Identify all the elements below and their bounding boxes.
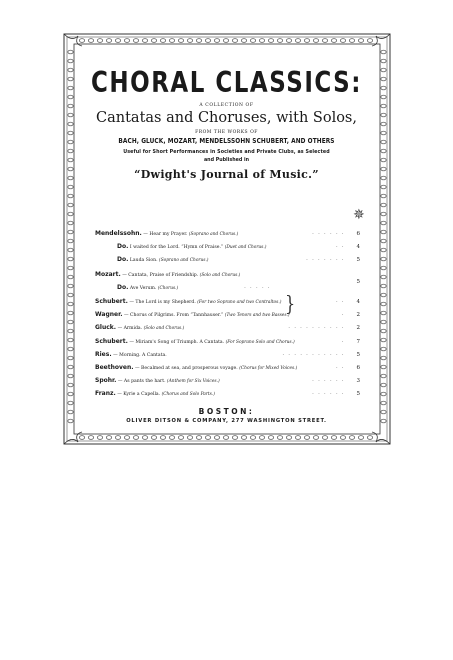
page-number: 2	[356, 325, 360, 331]
voicing: (Duet and Chorus.)	[224, 245, 267, 250]
voicing: (Soprano and Chorus.)	[159, 258, 209, 263]
work-title: — Morning. A Cantata.	[113, 353, 167, 358]
from-works-label: FROM THE WORKS OF	[195, 130, 258, 135]
list-item	[95, 297, 360, 307]
work-title: Lauda Sion.	[129, 258, 158, 263]
leader-dots: .	[342, 339, 348, 344]
voicing: (For Soprano Solo and Chorus.)	[225, 340, 295, 345]
composer-name: Ries.	[95, 351, 112, 358]
voicing: (For two Soprano and two Contraltos.)	[197, 300, 282, 305]
composer-name: Franz.	[95, 390, 116, 397]
list-item	[95, 242, 360, 252]
voicing: (Anthem for Six Voices.)	[167, 379, 220, 384]
voicing: (Two Tenors and two Basses.)	[224, 313, 290, 318]
list-item	[95, 270, 360, 280]
leader-dots: .......	[306, 257, 348, 262]
page-number: 7	[356, 339, 360, 345]
composer-name: Do.	[117, 256, 129, 263]
page-number: 6	[356, 231, 360, 237]
page-number: 6	[356, 365, 360, 371]
composer-name: Do.	[117, 243, 129, 250]
leader-dots: ...........	[282, 352, 348, 357]
leader-dots: ..	[336, 299, 348, 304]
leader-dots: .....	[244, 285, 274, 290]
journal-name: “Dwight's Journal of Music.”	[134, 168, 319, 181]
composer-name: Schubert.	[95, 298, 128, 305]
work-title: — The Lord is my Shepherd.	[129, 300, 196, 305]
composer-name: Wagner.	[95, 311, 123, 318]
work-title: — As pants the hart.	[117, 379, 166, 384]
voicing: (Chorus and Solo Parts.)	[161, 392, 215, 397]
list-item	[95, 363, 360, 373]
list-item	[95, 337, 360, 347]
work-title: — Chorus of Pilgrims. From “Tannhauser.”	[123, 313, 224, 318]
work-title: — Armida.	[117, 326, 143, 331]
collection-label: A COLLECTION OF	[199, 103, 254, 108]
list-item	[95, 323, 360, 333]
composer-name: Schubert.	[95, 338, 128, 345]
voicing: (Chorus for Mixed Voices.)	[239, 366, 298, 371]
brace-bracket: }	[285, 291, 296, 316]
leader-dots: ......	[312, 378, 348, 383]
list-item	[95, 255, 360, 265]
page-number: 5	[356, 279, 360, 285]
list-item	[95, 350, 360, 360]
page-number: 4	[356, 299, 360, 305]
voicing: (Chorus.)	[157, 286, 179, 291]
composers-list: BACH, GLUCK, MOZART, MENDELSSOHN SCHUBERT, AND OTHERS	[118, 137, 335, 145]
work-title: — Miriam's Song of Triumph. A Cantata.	[129, 340, 225, 345]
work-title: Ave Verum.	[129, 286, 157, 291]
composer-name: Mendelssohn.	[95, 230, 142, 237]
usage-note-line1: Useful for Short Performances in Societies and Private Clubs, as Selected	[123, 150, 330, 155]
page-number: 2	[356, 312, 360, 318]
work-title: — Hear my Prayer.	[143, 232, 188, 237]
page-number: 5	[356, 257, 360, 263]
leader-dots: ..	[336, 365, 348, 370]
composer-name: Spohr.	[95, 377, 117, 384]
leader-dots: ..........	[288, 325, 348, 330]
list-item	[95, 389, 360, 399]
usage-note-line2: and Published in	[203, 158, 250, 163]
page-number: 5	[356, 391, 360, 397]
list-item	[95, 376, 360, 386]
publisher-name: OLIVER DITSON & COMPANY, 277 WASHINGTON STREET.	[126, 418, 327, 424]
composer-name: Do.	[117, 284, 129, 291]
leader-dots: ..	[336, 244, 348, 249]
leader-dots: ......	[312, 391, 348, 396]
voicing: (Solo and Chorus.)	[143, 326, 185, 331]
composer-name: Mozart.	[95, 271, 121, 278]
work-title: I waited for the Lord. “Hymn of Praise.”	[129, 245, 224, 250]
list-item	[95, 229, 360, 239]
leader-dots: ......	[312, 231, 348, 236]
list-item	[95, 310, 360, 320]
collection-subtitle: Cantatas and Choruses, with Solos,	[96, 110, 357, 126]
page-number: 5	[356, 352, 360, 358]
leader-dots: .	[342, 312, 348, 317]
composer-name: Beethoven.	[95, 364, 134, 371]
voicing: (Solo and Chorus.)	[199, 273, 241, 278]
list-item	[95, 279, 360, 293]
page-number: 3	[356, 378, 360, 384]
work-title: — Kyrie a Capella.	[117, 392, 161, 397]
page-number: 4	[356, 244, 360, 250]
star-ornament-icon: ✵	[353, 207, 365, 223]
composer-name: Gluck.	[95, 324, 117, 331]
work-title: — Cantata, Praise of Friendship.	[122, 273, 199, 278]
work-title: — Becalmed at sea, and prosperous voyage.	[134, 366, 238, 371]
voicing: (Soprano and Chorus.)	[188, 232, 239, 237]
page-title: CHORAL CLASSICS:	[91, 66, 362, 100]
publisher-city: BOSTON:	[198, 407, 255, 416]
